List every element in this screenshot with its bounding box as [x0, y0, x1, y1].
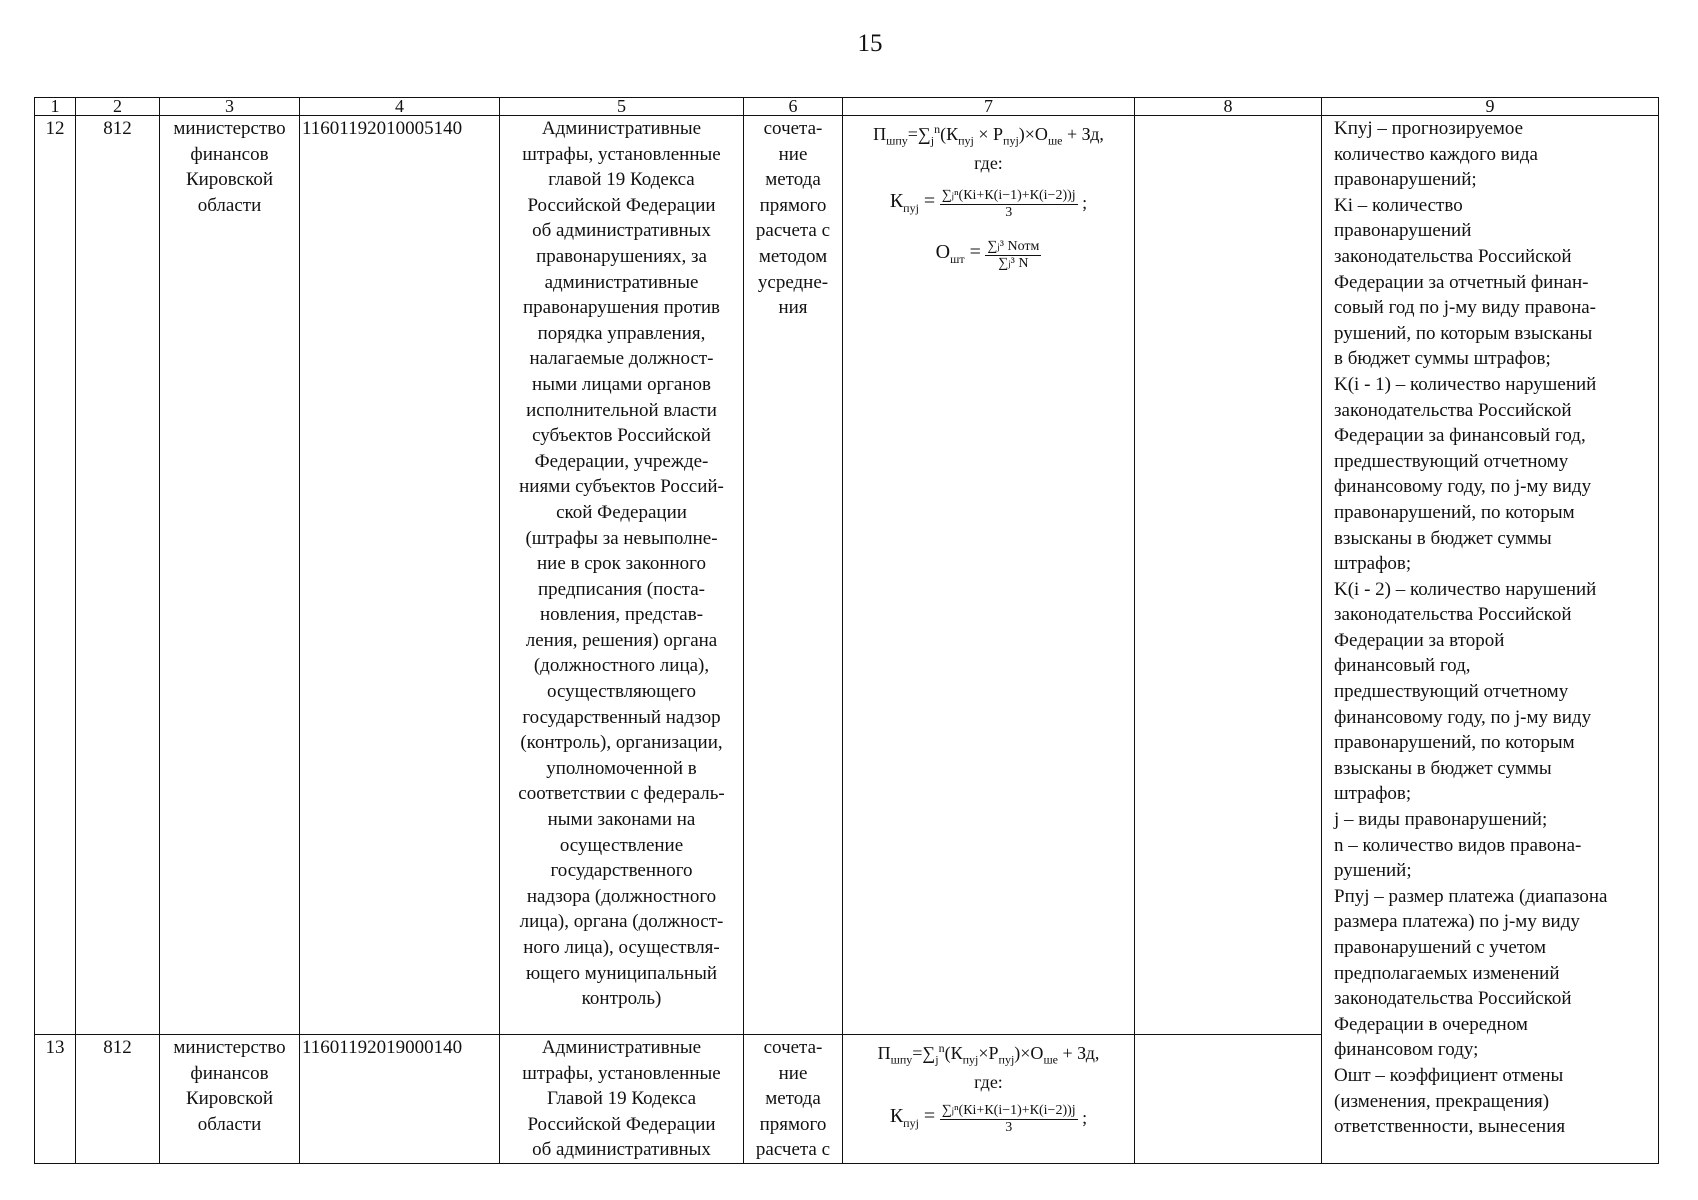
text-line: (контроль), организации, [520, 732, 723, 754]
legend-line: Федерации в очередном [1334, 1013, 1528, 1035]
text-line: усредне- [757, 271, 829, 293]
text-line: уполномоченной в [546, 757, 697, 779]
text-line: об административных [532, 220, 711, 242]
text-line: Кировской [185, 169, 274, 191]
legend-line: финансовому году, по j-му виду [1334, 476, 1592, 498]
table-row [35, 116, 1659, 1035]
calculation-method [744, 116, 843, 1035]
text-line: правонарушениях, за [536, 245, 707, 267]
text-line: главой 19 Кодекса [548, 169, 695, 191]
calculation-formula [843, 116, 1135, 1035]
text-line: прямого [759, 194, 827, 216]
revenue-name [500, 1035, 744, 1164]
legend-line: штрафов; [1334, 783, 1412, 805]
column-header: 8 [1135, 98, 1322, 116]
text-line: прямого [759, 1113, 827, 1135]
formula-k: $К_{пуj}$ = $\frac{\text{∑ⱼⁿ(Кi+К(i−1)+К(i−2))j}}{3}$ ; [889, 187, 1088, 220]
legend-line: финансовый год, [1334, 655, 1471, 677]
text-line: Российской Федерации [527, 1113, 716, 1135]
text-line: методом [758, 245, 828, 267]
column-header: 2 [76, 98, 160, 116]
legend-line: j – виды правонарушений; [1334, 809, 1548, 831]
text-line: ние в срок законного [536, 553, 706, 575]
text-line: области [197, 194, 262, 216]
legend-line: Ki – количество [1334, 194, 1463, 216]
administrator-code: 812 [76, 116, 160, 1035]
text-line: налагаемые должност- [529, 348, 714, 370]
column-header: 4 [300, 98, 500, 116]
legend-line: финансовом году; [1334, 1039, 1479, 1061]
text-line: осуществляющего [547, 681, 696, 703]
formula-line: $П_{шпу}=\sum_j^n(К_{пуj}\times Р_{пуj})\times О_{ше}$ + Зд, [877, 1041, 1100, 1067]
formula-where: где: [974, 1071, 1003, 1092]
legend-line: правонарушений [1334, 220, 1472, 242]
text-line: области [197, 1113, 262, 1135]
legend-line: рушений; [1334, 860, 1412, 882]
text-line: (должностного лица), [533, 655, 710, 677]
text-line: ными лицами органов [532, 373, 711, 395]
text-line: ния [778, 297, 808, 319]
text-line: исполнительной власти [526, 399, 717, 421]
legend-line: предполагаемых изменений [1334, 962, 1560, 984]
legend-line: правонарушений; [1334, 169, 1477, 191]
text-line: соответствии с федераль- [518, 783, 725, 805]
text-line: контроль) [581, 988, 662, 1010]
column-header: 5 [500, 98, 744, 116]
legend-line: Рпуj – размер платежа (диапазона [1334, 885, 1608, 907]
text-line: новления, представ- [539, 604, 704, 626]
column-header: 9 [1322, 98, 1659, 116]
formula-where: где: [974, 152, 1003, 173]
legend-line: законодательства Российской [1334, 988, 1572, 1010]
text-line: штрафы, установленные [522, 143, 721, 165]
text-line: ления, решения) органа [525, 629, 718, 651]
formula-k: $К_{пуj}$ = $\frac{\text{∑ⱼⁿ(Кi+К(i−1)+К(i−2))j}}{3}$ ; [889, 1102, 1088, 1135]
text-line: ской Федерации [556, 501, 687, 523]
legend-line: законодательства Российской [1334, 399, 1572, 421]
administrator-name [160, 116, 300, 1035]
legend-line: Ошт – коэффициент отмены [1334, 1064, 1564, 1086]
text-line: ющего муниципальный [525, 962, 718, 984]
text-line: административные [544, 271, 699, 293]
calculation-method [744, 1035, 843, 1164]
text-line: Российской Федерации [527, 194, 716, 216]
text-line: ными законами на [547, 809, 696, 831]
legend-line: в бюджет суммы штрафов; [1334, 348, 1551, 370]
legend-line: финансовому году, по j-му виду [1334, 706, 1592, 728]
text-line: об административных [532, 1139, 711, 1161]
legend-line: предшествующий отчетному [1334, 450, 1569, 472]
legend-line: правонарушений с учетом [1334, 937, 1546, 958]
text-line: метода [765, 1088, 821, 1110]
formula-legend [1322, 116, 1659, 1164]
legend-line: предшествующий отчетному [1334, 681, 1569, 703]
legend-line: штрафов; [1334, 553, 1412, 575]
text-line: сочета- [763, 1037, 823, 1058]
legend-line: Федерации за второй [1334, 629, 1505, 651]
row-number: 13 [35, 1035, 76, 1164]
text-line: сочета- [763, 118, 823, 139]
text-line: лица), органа (должност- [519, 911, 724, 933]
text-line: финансов [190, 1062, 269, 1084]
text-line: ние [778, 1062, 808, 1084]
legend-line: взысканы в бюджет суммы [1334, 757, 1552, 779]
page-number: 15 [857, 30, 883, 57]
text-line: ние [778, 143, 808, 165]
administrator-code: 812 [76, 1035, 160, 1164]
text-line: ниями субъектов Россий- [519, 476, 724, 498]
legend-line: n – количество видов правона- [1334, 834, 1582, 856]
text-line: Главой 19 Кодекса [546, 1088, 697, 1110]
text-line: министерство [173, 1037, 286, 1058]
text-line: Административные [541, 1037, 702, 1058]
text-line: субъектов Российской [532, 425, 711, 447]
legend-line: ответственности, вынесения [1334, 1116, 1566, 1138]
legend-line: правонарушений, по которым [1334, 732, 1575, 754]
legend-line: размера платежа) по j-му виду [1334, 911, 1580, 933]
administrator-name [160, 1035, 300, 1164]
column-8-cell [1135, 1035, 1322, 1164]
column-header: 6 [744, 98, 843, 116]
legend-line: рушений, по которым взысканы [1334, 322, 1593, 344]
legend-line: законодательства Российской [1334, 245, 1572, 267]
formula-line: $П_{шпу}=\sum_j^n(К_{пуj} \times Р_{пуj})\times О_{ше}$ + Зд, [873, 122, 1104, 148]
text-line: метода [765, 169, 821, 191]
text-line: штрафы, установленные [522, 1062, 721, 1084]
legend-line: законодательства Российской [1334, 604, 1572, 626]
legend-line: Федерации за финансовый год, [1334, 425, 1586, 447]
text-line: правонарушения против [522, 297, 721, 319]
legend-line: Федерации за отчетный финан- [1334, 271, 1589, 293]
text-line: расчета с [755, 1139, 831, 1161]
legend-line: совый год по j-му виду правона- [1334, 297, 1597, 319]
text-line: осуществление [559, 834, 684, 856]
legend-line: взысканы в бюджет суммы [1334, 527, 1552, 549]
text-line: ного лица), осуществля- [523, 937, 720, 958]
column-header: 7 [843, 98, 1135, 116]
legend-line: Kпуj – прогнозируемое [1334, 118, 1524, 139]
text-line: Кировской [185, 1088, 274, 1110]
legend-line: (изменения, прекращения) [1334, 1090, 1550, 1112]
text-line: государственный надзор [522, 706, 721, 728]
calculation-formula [843, 1035, 1135, 1164]
text-line: порядка управления, [537, 322, 706, 344]
kbk-code: 11601192010005140 [300, 116, 500, 1035]
kbk-code: 11601192019000140 [300, 1035, 500, 1164]
formula-o: $О_{шт}$ = $\frac{\text{∑ⱼ³ Nотм}}{\text{∑ⱼ³ N}}$ [935, 238, 1040, 271]
text-line: расчета с [755, 220, 831, 242]
text-line: министерство [173, 118, 286, 139]
text-line: Административные [541, 118, 702, 139]
legend-line: K(i - 2) – количество нарушений [1334, 578, 1597, 600]
row-number: 12 [35, 116, 76, 1035]
text-line: надзора (должностного [526, 885, 717, 907]
text-line: (штрафы за невыполне- [525, 527, 718, 549]
text-line: предписания (поста- [538, 578, 705, 600]
legend-line: количество каждого вида [1334, 143, 1538, 165]
data-table [34, 97, 1659, 1164]
text-line: финансов [190, 143, 269, 165]
legend-line: K(i - 1) – количество нарушений [1334, 373, 1597, 395]
column-header: 3 [160, 98, 300, 116]
column-8-cell [1135, 116, 1322, 1035]
revenue-name [500, 116, 744, 1035]
text-line: Федерации, учрежде- [534, 450, 709, 472]
text-line: государственного [550, 860, 693, 882]
column-number-row [35, 98, 1659, 116]
legend-line: правонарушений, по которым [1334, 501, 1575, 523]
column-header: 1 [35, 98, 76, 116]
